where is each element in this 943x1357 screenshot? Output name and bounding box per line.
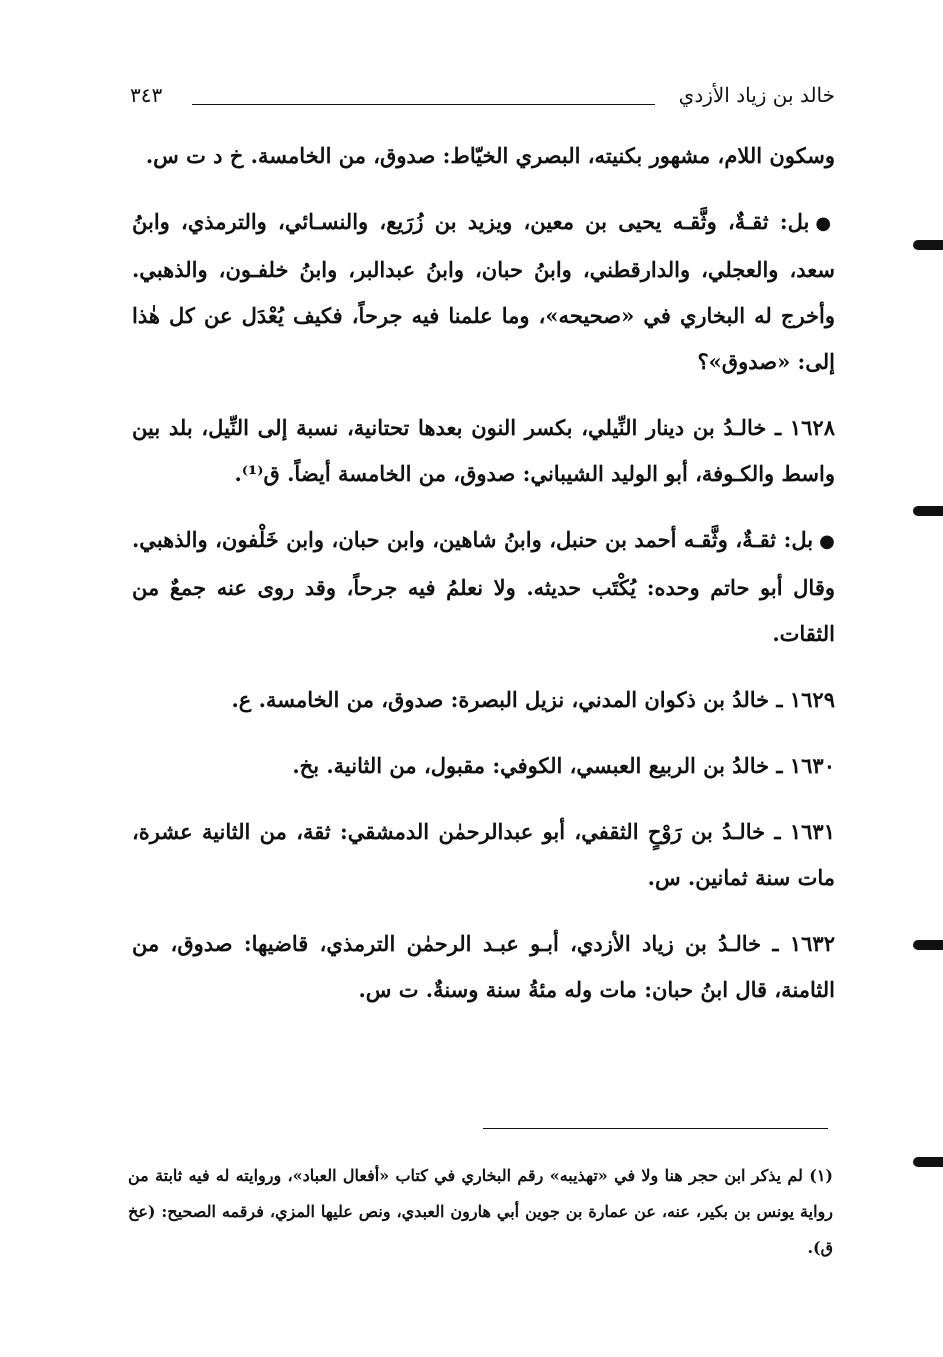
- bullet-icon: ●: [819, 531, 835, 552]
- main-text: [132, 133, 835, 1033]
- paragraph-text: ١٦٣١ ـ خالـدُ بن رَوْحٍ الثقفي، أبو عبدالرحمٰن الدمشقي: ثقة، من الثانية عشرة، مات سنة ثمانين. س.: [132, 819, 835, 890]
- paragraph-text: ١٦٢٩ ـ خالدُ بن ذكوان المدني، نزيل البصرة: صدوق، من الخامسة. ع.: [231, 687, 835, 712]
- bullet-icon: ●: [815, 213, 835, 234]
- paragraph-text: وسكون اللام، مشهور بكنيته، البصري الخيّاط: صدوق، من الخامسة. خ د ت س.: [145, 143, 835, 168]
- paragraph: [132, 405, 835, 497]
- paragraph-text: بل: ثقـةٌ، وثَّقـه يحيى بن معين، ويزيد بن زُرَيع، والنسـائي، والترمذي، وابنُ سعد، والعجلي، والدارقطني، وابنُ حبان، وابنُ عبدالبر، وابنُ خلفـون، والذهبي. وأخرج له البخاري في «صحيحه»، وما علمنا فيه جرحاً، فكيف يُعْدَل عن كل هٰذا إلى: «صدوق»؟: [132, 209, 835, 374]
- footnote-text: (١) لم يذكر ابن حجر هنا ولا في «تهذيبه» رقم البخاري في كتاب «أفعال العباد»، وروايته له فيه ثابتة من رواية يونس بن بكير، عنه، عن عمارة بن جوين أبي هارون العبدي، ونص عليها المزي، فرقمه الصحيح: (عخ ق).: [128, 1166, 833, 1257]
- margin-mark: [913, 506, 943, 516]
- footnote: [128, 1158, 833, 1266]
- paragraph-text: ١٦٣٠ ـ خالدُ بن الربيع العبسي، الكوفي: مقبول، من الثانية. بخ.: [292, 753, 835, 778]
- paragraph: [132, 809, 835, 901]
- footnote-rule: [483, 1128, 828, 1129]
- paragraph-text: ١٦٣٢ ـ خالـدُ بن زياد الأزدي، أبـو عبـد الرحمٰن الترمذي، قاضيها: صدوق، من الثامنة، قال ابنُ حبان: مات وله مئةُ سنة وسنةٌ. ت س.: [132, 931, 835, 1002]
- paragraph: [132, 921, 835, 1013]
- header-rule: [192, 104, 655, 105]
- paragraph: [132, 133, 835, 179]
- margin-mark: [913, 940, 943, 950]
- paragraph: [132, 743, 835, 789]
- paragraph: [132, 677, 835, 723]
- margin-mark: [913, 1157, 943, 1167]
- paragraph-text: بل: ثقـةٌ، وثَّقـه أحمد بن حنبل، وابنُ شاهين، وابن حبان، وابن خَلْفون، والذهبي. وقال أبو حاتم وحده: يُكْتَب حديثه. ولا نعلمُ فيه جرحاً، وقد روى عنه جمعٌ من الثقات.: [132, 527, 835, 646]
- paragraph-text: ١٦٢٨ ـ خالـدُ بن دينار النِّيلي، بكسر النون بعدها تحتانية، نسبة إلى النِّيل، بلد بين واسط والكـوفة، أبو الوليد الشيباني: صدوق، من الخامسة أيضاً. ق⁽¹⁾.: [132, 415, 835, 486]
- paragraph: [132, 199, 835, 385]
- paragraph: [132, 517, 835, 657]
- page-header: [130, 80, 835, 120]
- margin-mark: [913, 240, 943, 250]
- page-number: ٣٤٣: [130, 83, 163, 107]
- running-title: خالد بن زياد الأزدي: [678, 83, 835, 107]
